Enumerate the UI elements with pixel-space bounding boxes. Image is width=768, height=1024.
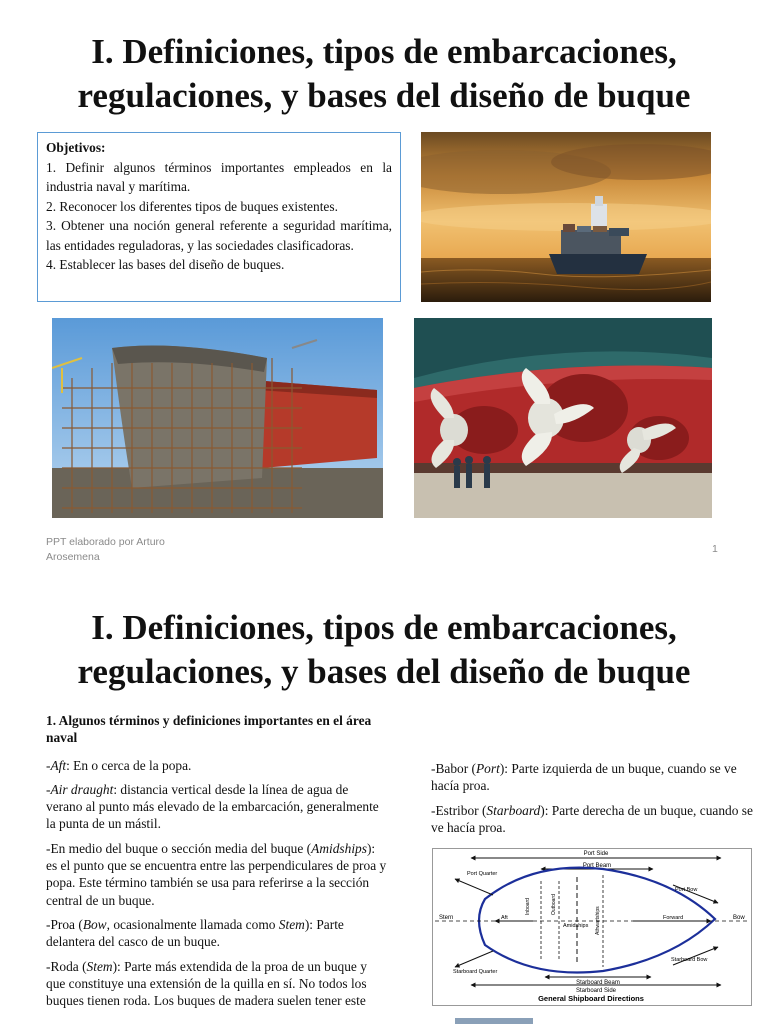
label-bow: Bow (733, 915, 745, 921)
objectives-heading: Objetivos: (46, 140, 106, 155)
slide1-footer (46, 535, 165, 565)
label-inboard: Inboard (525, 898, 531, 915)
diagram-caption: General Shipboard Directions (538, 994, 644, 1003)
label-stern: Stern (439, 915, 454, 921)
objective-item: 4. Establecer las bases del diseño de buques. (46, 257, 285, 272)
label-port-side: Port Side (583, 851, 609, 857)
slide1-title-line2: regulaciones, y bases del diseño de buque (77, 76, 691, 115)
label-aft: Aft (501, 915, 508, 921)
definition-aft: -Aft: En o cerca de la popa. (46, 757, 192, 773)
section-heading: 1. Algunos términos y definiciones importantes en el área naval (46, 713, 372, 746)
label-amidships: Amidships (563, 923, 589, 929)
label-port-beam: Port Beam (582, 863, 612, 869)
label-forward: Forward (663, 915, 684, 921)
definition-port: -Babor (Port): Parte izquierda de un buque, cuando se ve hacía proa. (431, 761, 737, 794)
definition-air-draught: -Air draught: distancia vertical desde la línea de agua de verano al punto más elevado de la embarcación, generalmente la punta de un mástil. (46, 781, 379, 832)
objectives-box (37, 132, 401, 302)
ship-propellers-photo (414, 318, 712, 518)
objective-item: 1. Definir algunos términos importantes empleados en la industria naval y marítima. (46, 159, 392, 194)
footer-author-line1: PPT elaborado por Arturo (46, 536, 165, 548)
label-starboard-quarter: Starboard Quarter (453, 969, 498, 975)
ship-sunset-photo (421, 132, 711, 302)
definition-starboard: -Estribor (Starboard): Parte derecha de un buque, cuando se ve hacía proa. (431, 802, 753, 835)
slide1-page-number: 1 (712, 543, 718, 555)
label-outboard: Outboard (551, 894, 557, 915)
label-starboard-bow: Starboard Bow (671, 957, 708, 963)
shipboard-directions-diagram (432, 848, 752, 1006)
partial-image-bottom (455, 1018, 533, 1024)
label-starboard-side: Starboard Side (575, 988, 617, 994)
shipyard-construction-photo (52, 318, 383, 518)
slide2-title (0, 606, 768, 694)
label-athwartships: Athwartships (595, 906, 601, 935)
definition-amidships: -En medio del buque o sección media del buque (Amidships): es el punto que se encuentra entre las perpendiculares de proa y popa. Este término también se usa para referirse a la sección central de un buque. (46, 840, 387, 908)
objective-item: 2. Reconocer los diferentes tipos de buques existentes. (46, 198, 338, 214)
label-starboard-beam: Starboard Beam (576, 980, 620, 986)
definitions-right-column (431, 760, 761, 843)
footer-author-line2: Arosemena (46, 551, 100, 563)
slide1-title (0, 30, 768, 118)
slide1-title-line1: I. Definiciones, tipos de embarcaciones, (91, 32, 677, 71)
slide2-title-line2: regulaciones, y bases del diseño de buque (77, 652, 691, 691)
slide2-title-line1: I. Definiciones, tipos de embarcaciones, (91, 608, 677, 647)
label-port-bow: Port Bow (675, 887, 698, 893)
definitions-left-column (46, 712, 388, 1016)
definition-stem: -Roda (Stem): Parte más extendida de la proa de un buque y que constituye una extensión de la quilla en sí. No todos los buques tienen roda. Los buques de madera suelen tener este (46, 958, 367, 1009)
objective-item: 3. Obtener una noción general referente a seguridad marítima, las entidades reguladoras, y las sociedades clasificadoras. (46, 218, 392, 253)
definition-bow: -Proa (Bow, ocasionalmente llamada como Stem): Parte delantera del casco de un buque. (46, 916, 344, 950)
label-port-quarter: Port Quarter (467, 871, 498, 877)
